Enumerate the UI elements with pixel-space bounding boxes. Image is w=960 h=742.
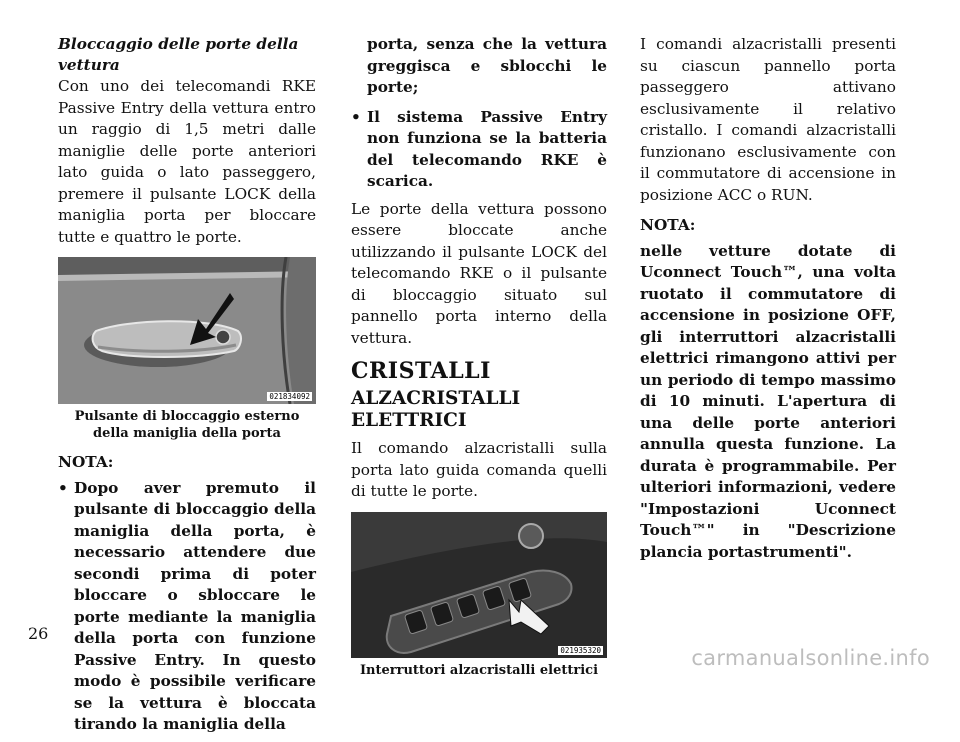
column-right bbox=[640, 34, 896, 572]
list-item: • Il sistema Passive Entry non funziona se la batteria del telecomando RKE è scarica. bbox=[351, 107, 607, 190]
paragraph-passive-entry-lock: Con uno dei telecomandi RKE Passive Entry della vettura entro un raggio di 1,5 metri dalle maniglie delle porte anteriori lato guida o lato passeggero, premere il pulsante LOCK della maniglia porta per bloccare tutte e quattro le porte. bbox=[58, 77, 316, 246]
figure-code: 021834092 bbox=[269, 392, 310, 401]
figure-code: 021935320 bbox=[560, 645, 601, 655]
figure-door-handle bbox=[58, 257, 316, 404]
note-label: NOTA: bbox=[640, 216, 696, 234]
paragraph-lock-alternatives: Le porte della vettura possono essere bloccate anche utilizzando il pulsante LOCK del telecomando RKE o il pulsante di bloccaggio situato sul pannello porta interno della vettura. bbox=[351, 199, 607, 347]
section-title-windows: CRISTALLI bbox=[351, 358, 491, 384]
bullet-icon: • bbox=[58, 478, 68, 497]
watermark-text[interactable]: carmanualsonline.info bbox=[691, 646, 930, 670]
page-number: 26 bbox=[28, 624, 49, 643]
column-middle bbox=[351, 34, 607, 689]
figure-window-switches bbox=[351, 512, 607, 658]
bullet-icon: • bbox=[351, 107, 361, 126]
column-left bbox=[58, 34, 316, 742]
note-uconnect-window-timer: nelle vetture dotate di Uconnect Touch™, una volta ruotato il commutatore di accensione in posizione OFF, gli interruttori alzacristalli elettrici rimangono attivi per un periodo di tempo massimo di 10 minuti. L'apertura di una delle porte anteriori annulla questa funzione. La durata è programmabile. Per ulteriori informazioni, vedere "Impostazioni Uconnect Touch™" in "Descrizione plancia portastrumenti". bbox=[640, 241, 896, 561]
list-item: • Dopo aver premuto il pulsante di bloccaggio della maniglia della porta, è necessario attendere due secondi prima di poter bloccare o sbloccare le porte mediante la maniglia della porta con funzione Passive Entry. In questo modo è possibile verificare se la vettura è bloccata tirando la maniglia della bbox=[58, 478, 316, 733]
paragraph-passenger-window-controls: I comandi alzacristalli presenti su ciascun pannello porta passeggero attivano esclusivamente il relativo cristallo. I comandi alzacristalli funzionano esclusivamente con il commutatore di accensione in posizione ACC o RUN. bbox=[640, 35, 896, 204]
note-list bbox=[58, 478, 316, 736]
subsection-title-power-windows: ALZACRISTALLI ELETTRICI bbox=[351, 388, 521, 431]
figure-caption-window-switches: Interruttori alzacristalli elettrici bbox=[359, 662, 599, 678]
door-handle-illustration bbox=[58, 257, 316, 404]
note-label: NOTA: bbox=[58, 453, 114, 471]
bullet-continuation: porta, senza che la vettura greggisca e sblocchi le porte; bbox=[367, 35, 607, 96]
window-switch-illustration bbox=[351, 512, 607, 658]
paragraph-driver-window-control: Il comando alzacristalli sulla porta lato guida comanda quelli di tutte le porte. bbox=[351, 439, 607, 500]
figure-caption-door-handle: Pulsante di bloccaggio esterno della maniglia della porta bbox=[74, 409, 300, 441]
note-list-continued bbox=[351, 107, 607, 193]
section-heading-door-locking: Bloccaggio delle porte della vettura bbox=[58, 35, 299, 74]
